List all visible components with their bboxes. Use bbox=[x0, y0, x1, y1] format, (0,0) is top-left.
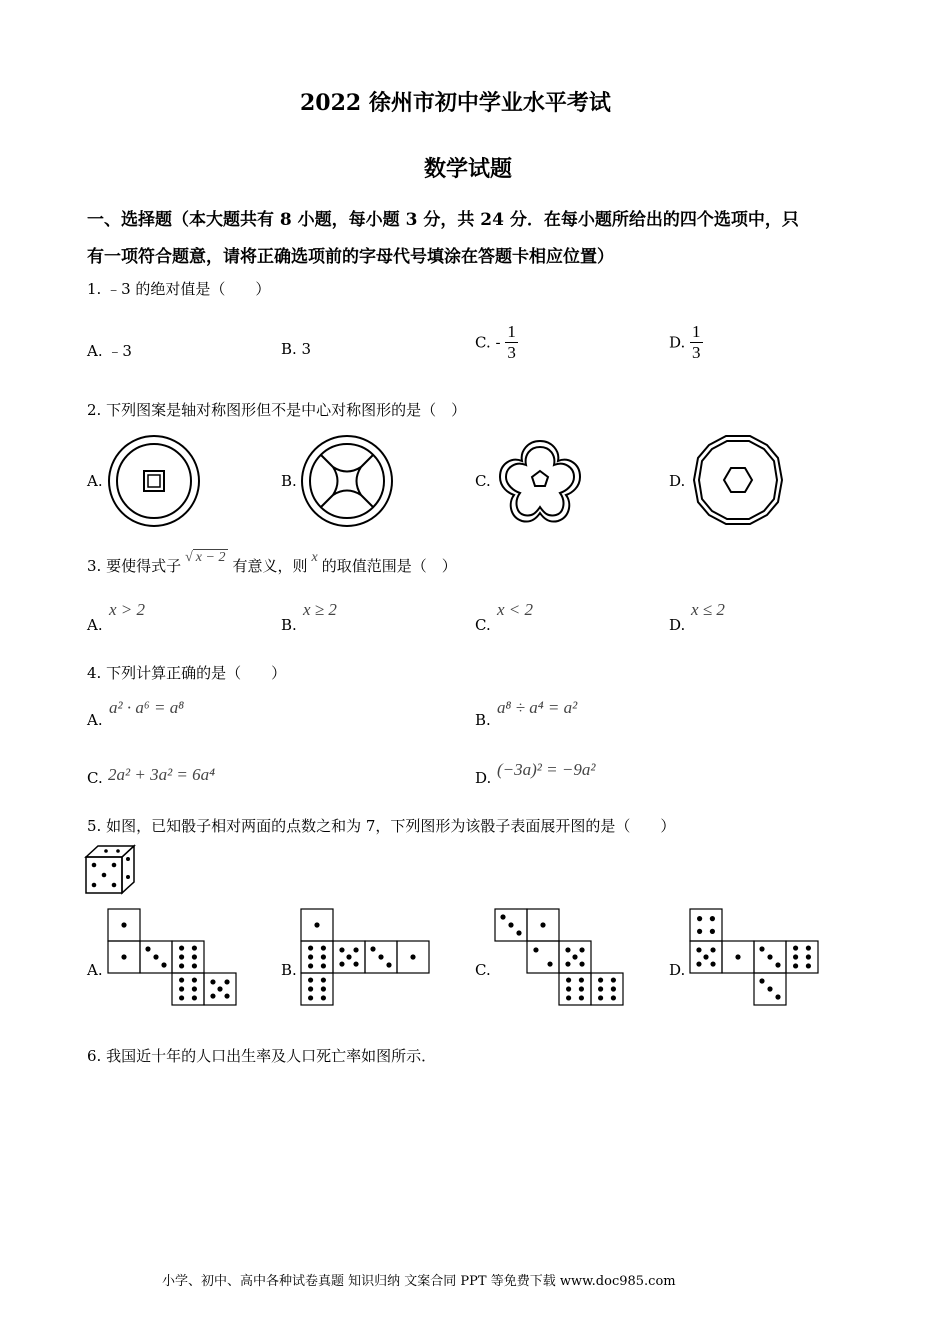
dice-pip bbox=[696, 961, 701, 966]
q3-b-expr: x ≥ 2 bbox=[303, 600, 337, 619]
q3-option-d: D. bbox=[669, 616, 686, 634]
dice-pip bbox=[767, 986, 772, 991]
q4-c-expr: 2a² + 3a² = 6a⁴ bbox=[108, 765, 216, 784]
dice-pip bbox=[370, 946, 375, 951]
q5-option-d: D. bbox=[669, 961, 686, 979]
dice-pip bbox=[153, 954, 158, 959]
dice-pip bbox=[179, 995, 184, 1000]
q3-sqrt: √ x − 2 bbox=[185, 550, 228, 565]
dice-pip bbox=[378, 954, 383, 959]
dice-pip bbox=[598, 986, 603, 991]
dice-pip bbox=[192, 995, 197, 1000]
dice-pip bbox=[321, 977, 326, 982]
dice-pip bbox=[767, 954, 772, 959]
dice-pip bbox=[806, 963, 811, 968]
dice-net-a bbox=[107, 908, 241, 1008]
q4-a-expr: a² · a⁶ = a⁸ bbox=[109, 698, 185, 717]
dice-pip bbox=[516, 930, 521, 935]
dice-pip bbox=[793, 945, 798, 950]
q3-option-a: A. bbox=[87, 616, 103, 634]
dice-pip bbox=[793, 963, 798, 968]
q1-c-den: 3 bbox=[507, 343, 516, 362]
dice-face bbox=[591, 973, 623, 1005]
dice-pip bbox=[321, 963, 326, 968]
dice-pip bbox=[611, 977, 616, 982]
dice-pip bbox=[179, 963, 184, 968]
dice-pip bbox=[308, 954, 313, 959]
dice-pip bbox=[566, 995, 571, 1000]
dice-pip bbox=[224, 993, 229, 998]
dice-pip bbox=[579, 961, 584, 966]
q1-c-prefix: C. - bbox=[475, 333, 501, 352]
q3-stem-pre: 3. 要使得式子 bbox=[87, 557, 182, 575]
dice-pip bbox=[145, 946, 150, 951]
dice-face bbox=[301, 941, 333, 973]
dice-pip bbox=[321, 986, 326, 991]
dice-pip bbox=[579, 977, 584, 982]
q1-option-b: B. 3 bbox=[281, 340, 312, 358]
dice-cube-figure bbox=[85, 845, 137, 895]
dice-pip bbox=[161, 962, 166, 967]
dice-pip bbox=[703, 954, 708, 959]
dice-pip bbox=[806, 945, 811, 950]
dice-pip bbox=[339, 961, 344, 966]
q3-stem-post: 的取值范围是（ ） bbox=[321, 557, 457, 575]
dice-pip bbox=[346, 954, 351, 959]
dice-pip bbox=[192, 963, 197, 968]
dice-pip bbox=[793, 954, 798, 959]
dice-pip bbox=[611, 995, 616, 1000]
flower-pentagon-figure bbox=[494, 435, 586, 527]
dice-pip bbox=[353, 947, 358, 952]
dice-pip bbox=[565, 961, 570, 966]
dice-net-b bbox=[300, 908, 434, 1008]
dice-face bbox=[172, 973, 204, 1005]
dice-pip bbox=[308, 986, 313, 991]
dice-face bbox=[786, 941, 818, 973]
dice-pip bbox=[192, 977, 197, 982]
dice-face bbox=[301, 973, 333, 1005]
q4-d-expr: (−3a)² = −9a² bbox=[497, 760, 596, 779]
q5-option-c: C. bbox=[475, 961, 491, 979]
q5-option-b: B. bbox=[281, 961, 297, 979]
dice-pip bbox=[540, 922, 545, 927]
q4-stem: 4. 下列计算正确的是（ ） bbox=[87, 664, 287, 682]
q1-option-a: A. ﹣3 bbox=[87, 342, 132, 360]
q1-d-fraction bbox=[690, 322, 703, 363]
dice-pip bbox=[547, 961, 552, 966]
q1-d-prefix: D. bbox=[669, 333, 686, 352]
dice-face bbox=[559, 973, 591, 1005]
dice-pip bbox=[210, 979, 215, 984]
dice-pip bbox=[579, 986, 584, 991]
q3-a-expr: x > 2 bbox=[109, 600, 146, 619]
q3-option-b: B. bbox=[281, 616, 297, 634]
section-heading-line2: 有一项符合题意，请将正确选项前的字母代号填涂在答题卡相应位置） bbox=[87, 247, 614, 267]
dice-pip bbox=[308, 963, 313, 968]
dice-pip bbox=[308, 995, 313, 1000]
q1-c-fraction bbox=[505, 322, 518, 363]
q3-radicand: x − 2 bbox=[193, 549, 229, 565]
coin-square-hole-figure bbox=[107, 434, 201, 528]
dice-pip bbox=[710, 929, 715, 934]
q3-d-expr: x ≤ 2 bbox=[691, 600, 725, 619]
q3-stem-mid: 有意义，则 bbox=[232, 557, 308, 575]
dice-pip bbox=[697, 916, 702, 921]
dice-pip bbox=[314, 922, 319, 927]
q6-stem: 6. 我国近十年的人口出生率及人口死亡率如图所示． bbox=[87, 1047, 437, 1065]
dice-pip bbox=[210, 993, 215, 998]
q3-c-expr: x < 2 bbox=[497, 600, 534, 619]
dice-pip bbox=[121, 922, 126, 927]
q1-option-d bbox=[669, 322, 703, 363]
dice-pip bbox=[308, 945, 313, 950]
q4-option-c: C. bbox=[87, 769, 103, 787]
dice-pip bbox=[579, 995, 584, 1000]
dice-pip bbox=[217, 986, 222, 991]
dice-pip bbox=[697, 929, 702, 934]
q4-option-b: B. bbox=[475, 711, 491, 729]
dice-net-c bbox=[494, 908, 628, 1008]
dice-pip bbox=[179, 986, 184, 991]
q2-stem: 2. 下列图案是轴对称图形但不是中心对称图形的是（ ） bbox=[87, 401, 467, 419]
dice-pip bbox=[179, 954, 184, 959]
dice-pip bbox=[775, 962, 780, 967]
dice-pip bbox=[735, 954, 740, 959]
dice-pip bbox=[179, 945, 184, 950]
q3-stem bbox=[87, 550, 457, 576]
dice-pip bbox=[696, 947, 701, 952]
dice-pip bbox=[508, 922, 513, 927]
dice-pip bbox=[598, 977, 603, 982]
dice-pip bbox=[179, 977, 184, 982]
dice-pip bbox=[321, 954, 326, 959]
dice-pip bbox=[806, 954, 811, 959]
dice-pip bbox=[775, 994, 780, 999]
dice-pip bbox=[192, 986, 197, 991]
q1-c-num: 1 bbox=[507, 322, 516, 341]
q1-stem: 1. ﹣3 的绝对值是（ ） bbox=[87, 280, 271, 298]
dice-pip bbox=[121, 954, 126, 959]
dice-pip bbox=[710, 916, 715, 921]
dice-pip bbox=[321, 945, 326, 950]
q2-option-a: A. bbox=[87, 472, 103, 490]
q1-d-den: 3 bbox=[692, 343, 701, 362]
dice-pip bbox=[321, 995, 326, 1000]
dice-pip bbox=[353, 961, 358, 966]
dice-pip bbox=[192, 945, 197, 950]
dice-pip bbox=[192, 954, 197, 959]
dice-pip bbox=[339, 947, 344, 952]
section-heading-line1: 一、选择题（本大题共有 8 小题，每小题 3 分，共 24 分．在每小题所给出的四个选项中，只 bbox=[87, 210, 799, 230]
q4-option-a: A. bbox=[87, 711, 103, 729]
q1-d-num: 1 bbox=[692, 322, 701, 341]
dice-pip bbox=[500, 914, 505, 919]
dice-pip bbox=[566, 986, 571, 991]
q5-stem: 5. 如图，已知骰子相对两面的点数之和为 7，下列图形为该骰子表面展开图的是（ ） bbox=[87, 817, 676, 835]
q2-option-d: D. bbox=[669, 472, 686, 490]
dice-pip bbox=[386, 962, 391, 967]
exam-subtitle: 数学试题 bbox=[424, 156, 513, 182]
dice-pip bbox=[566, 977, 571, 982]
exam-title: 2022 徐州市初中学业水平考试 bbox=[300, 90, 611, 116]
q1-option-c bbox=[475, 322, 518, 363]
q2-option-c: C. bbox=[475, 472, 491, 490]
footer-text: 小学、初中、高中各种试卷真题 知识归纳 文案合同 PPT 等免费下载 www.doc985.com bbox=[162, 1274, 676, 1289]
dice-pip bbox=[572, 954, 577, 959]
dice-net-d bbox=[689, 908, 823, 1008]
q5-option-a: A. bbox=[87, 961, 103, 979]
q3-var: x bbox=[311, 550, 318, 565]
q4-option-d: D. bbox=[475, 769, 492, 787]
dice-pip bbox=[759, 946, 764, 951]
dice-pip bbox=[759, 978, 764, 983]
dice-pip bbox=[710, 947, 715, 952]
dice-face bbox=[527, 941, 559, 973]
dice-pip bbox=[710, 961, 715, 966]
q4-b-expr: a⁸ ÷ a⁴ = a² bbox=[497, 698, 578, 717]
dice-pip bbox=[533, 947, 538, 952]
dice-pip bbox=[308, 977, 313, 982]
dice-face bbox=[172, 941, 204, 973]
q2-option-b: B. bbox=[281, 472, 297, 490]
dice-pip bbox=[565, 947, 570, 952]
dice-pip bbox=[224, 979, 229, 984]
dice-pip bbox=[579, 947, 584, 952]
dice-pip bbox=[611, 986, 616, 991]
dice-face bbox=[690, 909, 722, 941]
dice-pip bbox=[410, 954, 415, 959]
dice-pip bbox=[598, 995, 603, 1000]
q3-option-c: C. bbox=[475, 616, 491, 634]
dodecagon-hexagon-figure bbox=[692, 434, 784, 526]
coin-curved-square-figure bbox=[300, 434, 394, 528]
